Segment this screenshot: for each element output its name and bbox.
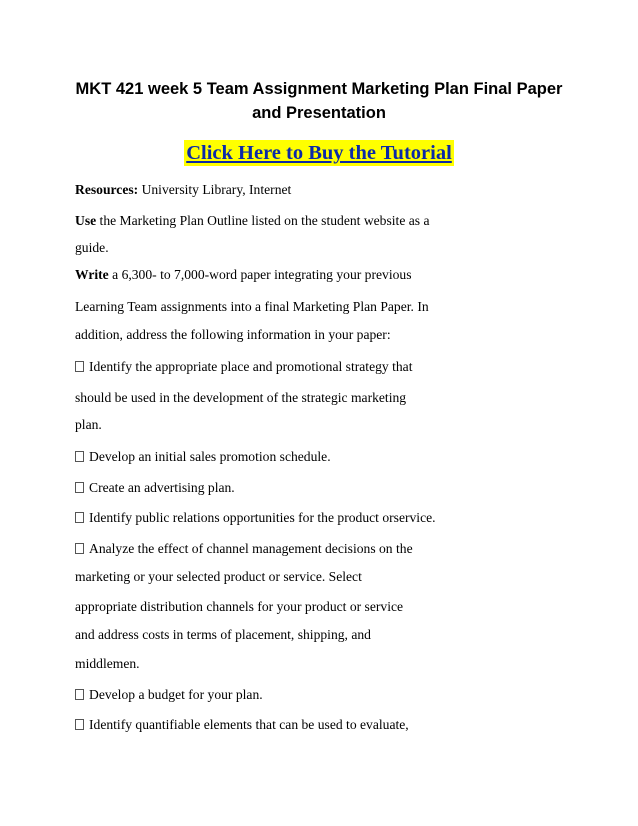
use-label: Use: [75, 213, 97, 228]
bullet-item-1: [75, 358, 413, 376]
bullet-item-3-text: Create an advertising plan.: [89, 480, 235, 495]
missing-glyph-box-icon: [75, 512, 84, 523]
bullet-item-2: [75, 448, 331, 466]
bullet-item-5-text: Analyze the effect of channel management decisions on the: [89, 541, 413, 556]
resources-label: Resources:: [75, 182, 139, 197]
bullet-item-5-continuation-2: appropriate distribution channels for your product or service: [75, 599, 404, 614]
bullet-item-4: [75, 509, 436, 527]
bullet-item-6: [75, 686, 263, 704]
document-title-line-1: MKT 421 week 5 Team Assignment Marketing Plan Final Paper: [75, 80, 563, 98]
resources-text: University Library, Internet: [138, 182, 292, 197]
missing-glyph-box-icon: [75, 361, 84, 372]
bullet-item-7-text: Identify quantifiable elements that can be used to evaluate,: [89, 717, 409, 732]
use-text: the Marketing Plan Outline listed on the student website as a: [96, 213, 430, 228]
resources-line: [75, 181, 291, 199]
missing-glyph-box-icon: [75, 689, 84, 700]
bullet-item-5-continuation-1: marketing or your selected product or service. Select: [75, 569, 362, 584]
missing-glyph-box-icon: [75, 543, 84, 554]
write-line: [75, 266, 412, 284]
write-continuation-2: addition, address the following information in your paper:: [75, 327, 391, 342]
bullet-item-1-continuation-1: should be used in the development of the strategic marketing: [75, 390, 407, 405]
use-continuation: guide.: [75, 240, 109, 255]
missing-glyph-box-icon: [75, 451, 84, 462]
buy-tutorial-link[interactable]: Click Here to Buy the Tutorial: [186, 142, 452, 164]
write-label: Write: [75, 267, 109, 282]
bullet-item-5-continuation-4: middlemen.: [75, 656, 140, 671]
document-title-line-2: and Presentation: [252, 104, 386, 122]
bullet-item-7: [75, 716, 409, 734]
bullet-item-1-text: Identify the appropriate place and promotional strategy that: [89, 359, 413, 374]
bullet-item-5-continuation-3: and address costs in terms of placement, shipping, and: [75, 627, 371, 642]
bullet-item-6-text: Develop a budget for your plan.: [89, 687, 263, 702]
missing-glyph-box-icon: [75, 719, 84, 730]
bullet-item-1-continuation-2: plan.: [75, 417, 102, 432]
bullet-item-3: [75, 479, 235, 497]
bullet-item-5: [75, 540, 413, 558]
bullet-item-2-text: Develop an initial sales promotion schedule.: [89, 449, 331, 464]
use-line: [75, 212, 430, 230]
bullet-item-4-text: Identify public relations opportunities for the product orservice.: [89, 510, 436, 525]
write-text: a 6,300- to 7,000-word paper integrating your previous: [108, 267, 412, 282]
write-continuation-1: Learning Team assignments into a final Marketing Plan Paper. In: [75, 299, 429, 314]
missing-glyph-box-icon: [75, 482, 84, 493]
cta-container: [0, 140, 638, 166]
